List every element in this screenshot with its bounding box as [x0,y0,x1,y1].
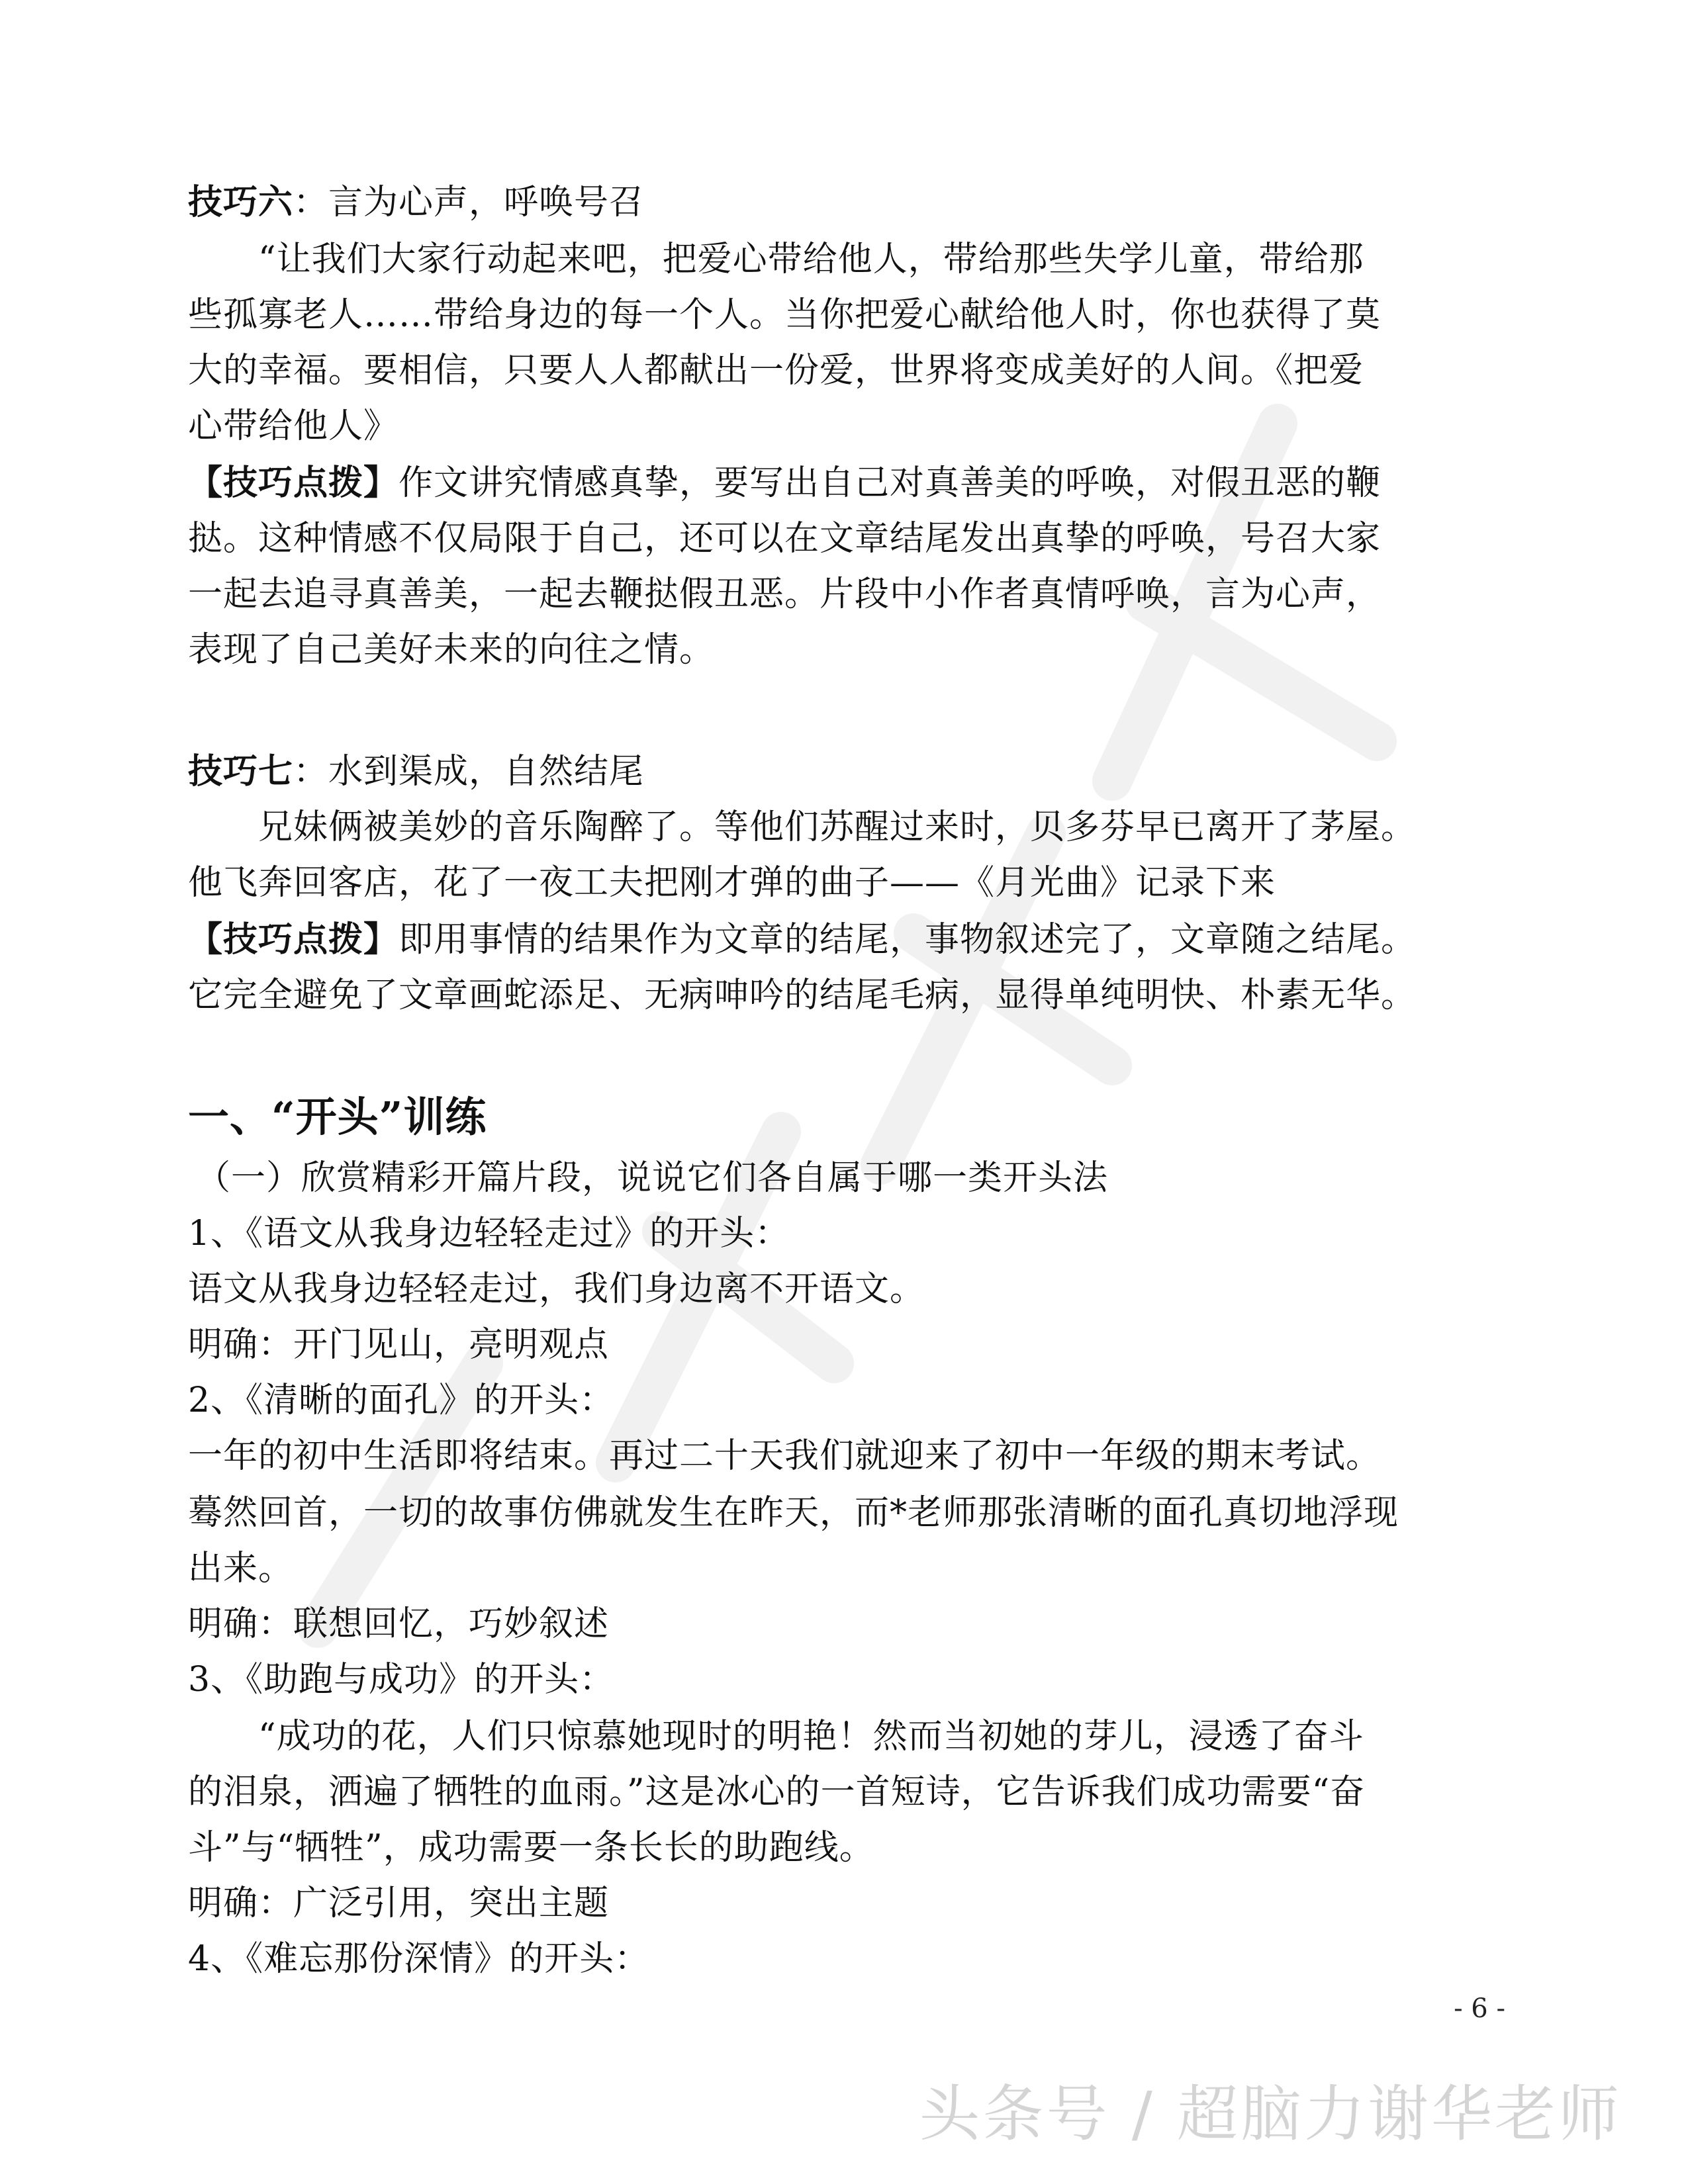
footer-watermark: 头条号 / 超脑力谢华老师 [919,2079,1622,2150]
tip6-hint-line: 表现了自己美好未来的向往之情。 [188,630,715,670]
item-title: 4、《难忘那份深情》的开头： [188,1939,650,1979]
page-number: - 6 - [1454,1993,1505,2024]
tip7-example-line: 兄妹俩被美妙的音乐陶醉了。等他们苏醒过来时，贝多芬早已离开了茅屋。 [258,807,1417,847]
tip7-hint [188,916,1416,964]
item-line: “成功的花，人们只惊慕她现时的明艳！然而当初她的芽儿，浸透了奋斗 [258,1717,1364,1756]
tip6-hint [188,459,1381,507]
tip6-example-line: 些孤寡老人……带给身边的每一个人。当你把爱心献给他人时，你也获得了莫 [188,295,1382,335]
item-answer: 明确：联想回忆，巧妙叙述 [188,1604,610,1644]
tip6-hint-line: 一起去追寻真善美，一起去鞭挞假丑恶。片段中小作者真情呼唤，言为心声， [188,574,1382,614]
item-line: 语文从我身边轻轻走过，我们身边离不开语文。 [188,1269,925,1309]
tip6-title [188,179,644,226]
tip6-hint-line: 挞。这种情感不仅局限于自己，还可以在文章结尾发出真挚的呼唤，号召大家 [188,519,1382,559]
training-subheading: （一）欣赏精彩开篇片段，说说它们各自属于哪一类开头法 [196,1158,1109,1198]
item-line: 的泪泉，洒遍了牺牲的血雨。”这是冰心的一首短诗，它告诉我们成功需要“奋 [188,1772,1366,1812]
item-answer: 明确：广泛引用，突出主题 [188,1884,610,1923]
item-title: 1、《语文从我身边轻轻走过》的开头： [188,1214,790,1253]
tip7-hint-line: 它完全避免了文章画蛇添足、无病呻吟的结尾毛病，显得单纯明快、朴素无华。 [188,976,1417,1015]
tip6-example-line: “让我们大家行动起来吧，把爱心带给他人，带给那些失学儿童，带给那 [258,240,1364,279]
item-answer: 明确：开门见山，亮明观点 [188,1325,610,1365]
tip7-hint-label: 【技巧点拨】 [188,919,399,960]
tip7-title-label: 技巧七 [188,751,294,792]
tip7-example-line: 他飞奔回客店，花了一夜工夫把刚才弹的曲子——《月光曲》记录下来 [188,863,1276,903]
tip6-title-label: 技巧六 [188,182,294,222]
tip6-title-text: ：言为心声，呼唤号召 [293,183,645,222]
tip7-hint-text: 即用事情的结果作为文章的结尾，事物叙述完了，文章随之结尾。 [399,920,1417,960]
item-line: 斗”与“牺牲”，成功需要一条长长的助跑线。 [188,1828,874,1868]
item-title: 3、《助跑与成功》的开头： [188,1660,615,1700]
item-line: 一年的初中生活即将结束。再过二十天我们就迎来了初中一年级的期末考试。 [188,1436,1382,1476]
tip7-title-text: ：水到渠成，自然结尾 [293,752,645,792]
tip6-example-line: 大的幸福。要相信，只要人人都献出一份爱，世界将变成美好的人间。《把爱 [188,351,1364,390]
tip6-hint-label: 【技巧点拨】 [188,463,399,503]
training-heading: 一、“开头”训练 [188,1093,487,1141]
tip6-example-line: 心带给他人》 [188,406,399,446]
item-line: 出来。 [188,1549,294,1588]
item-line: 蓦然回首，一切的故事仿佛就发生在昨天，而*老师那张清晰的面孔真切地浮现 [188,1493,1399,1533]
tip6-hint-text: 作文讲究情感真挚，要写出自己对真善美的呼唤，对假丑恶的鞭 [399,463,1382,503]
item-title: 2、《清晰的面孔》的开头： [188,1381,615,1420]
tip7-title [188,748,644,796]
